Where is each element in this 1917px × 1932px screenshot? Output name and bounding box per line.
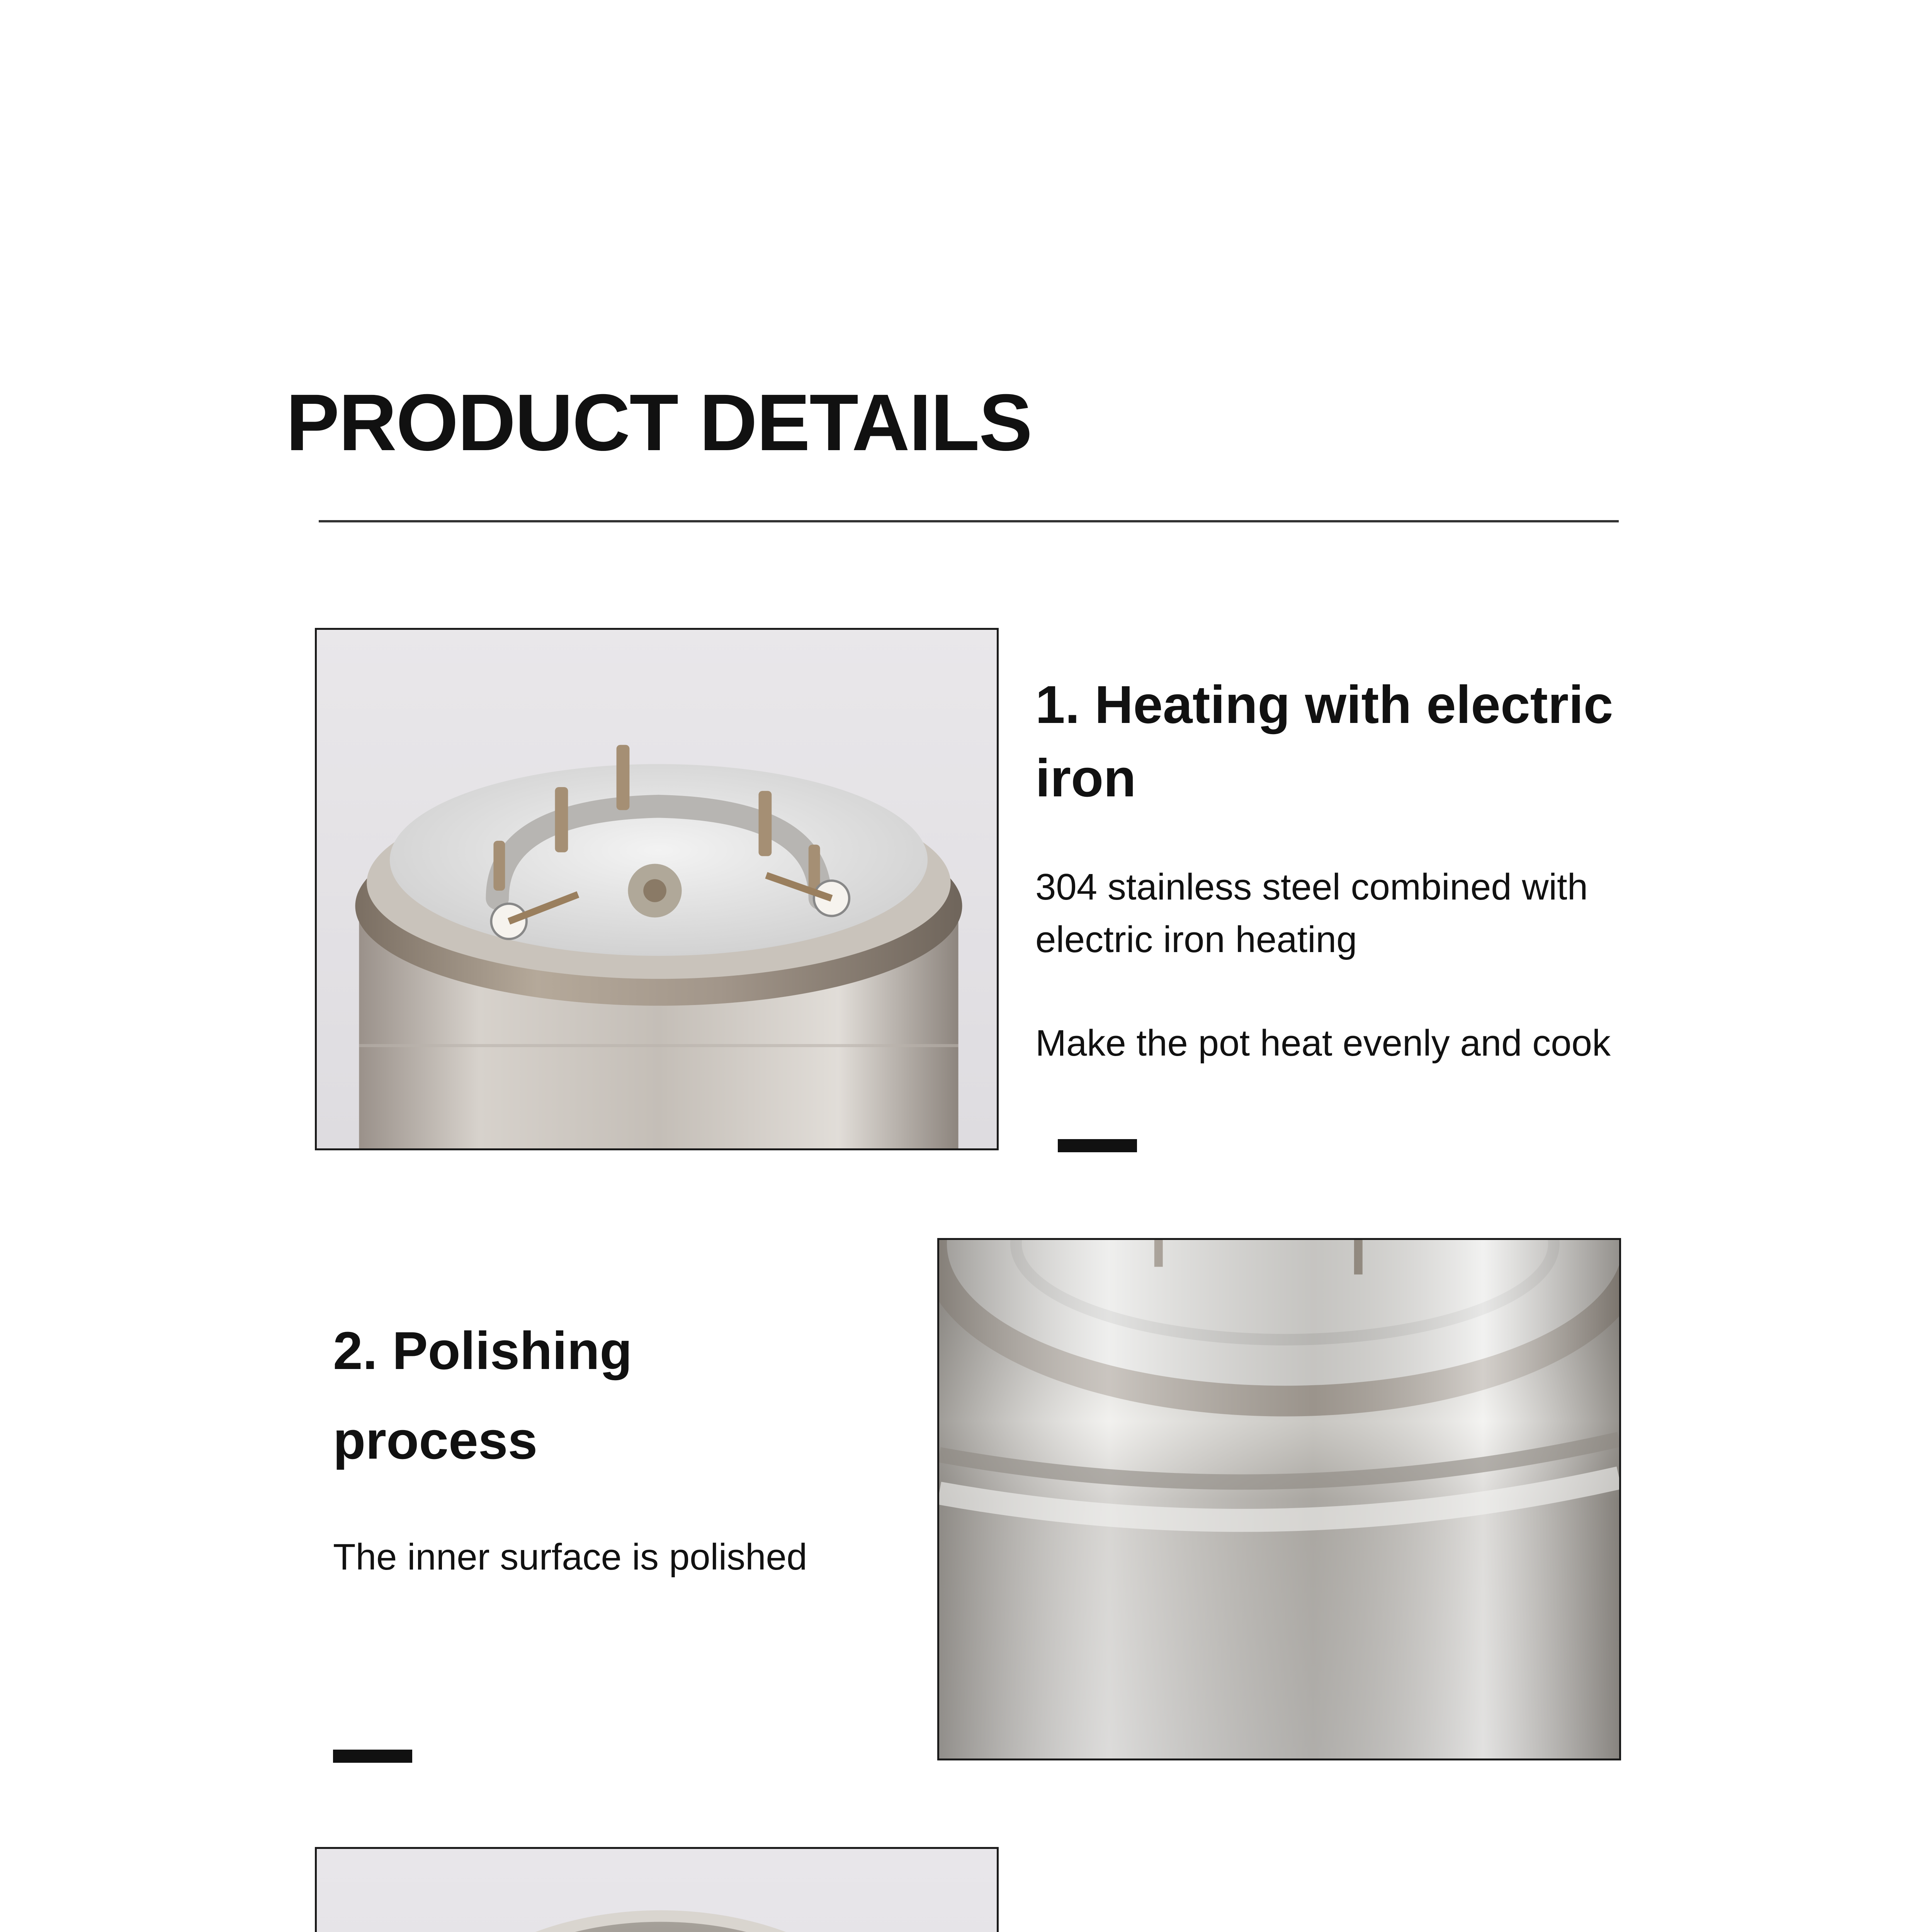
section1-accent-bar (1058, 1139, 1137, 1152)
section2-accent-bar (333, 1750, 412, 1763)
photo-curled-edge (315, 1847, 999, 1932)
section1-desc-line2: electric iron heating (1035, 919, 1357, 960)
photo-polished-surface (937, 1238, 1621, 1760)
section1-heading-line2: iron (1035, 748, 1136, 808)
section2-heading-line2: process (333, 1411, 538, 1470)
section2-heading-line1: 2. Polishing (333, 1321, 632, 1381)
title-divider (319, 520, 1619, 522)
page-title: PRODUCT DETAILS (286, 378, 1032, 468)
section1-heading-line1: 1. Heating with electric (1035, 675, 1613, 735)
section1-desc-line3: Make the pot heat evenly and cook (1035, 1022, 1611, 1064)
photo-heating-base (315, 628, 999, 1150)
section1-desc-line1: 304 stainless steel combined with (1035, 866, 1588, 908)
section2-desc-line1: The inner surface is polished (333, 1536, 807, 1578)
